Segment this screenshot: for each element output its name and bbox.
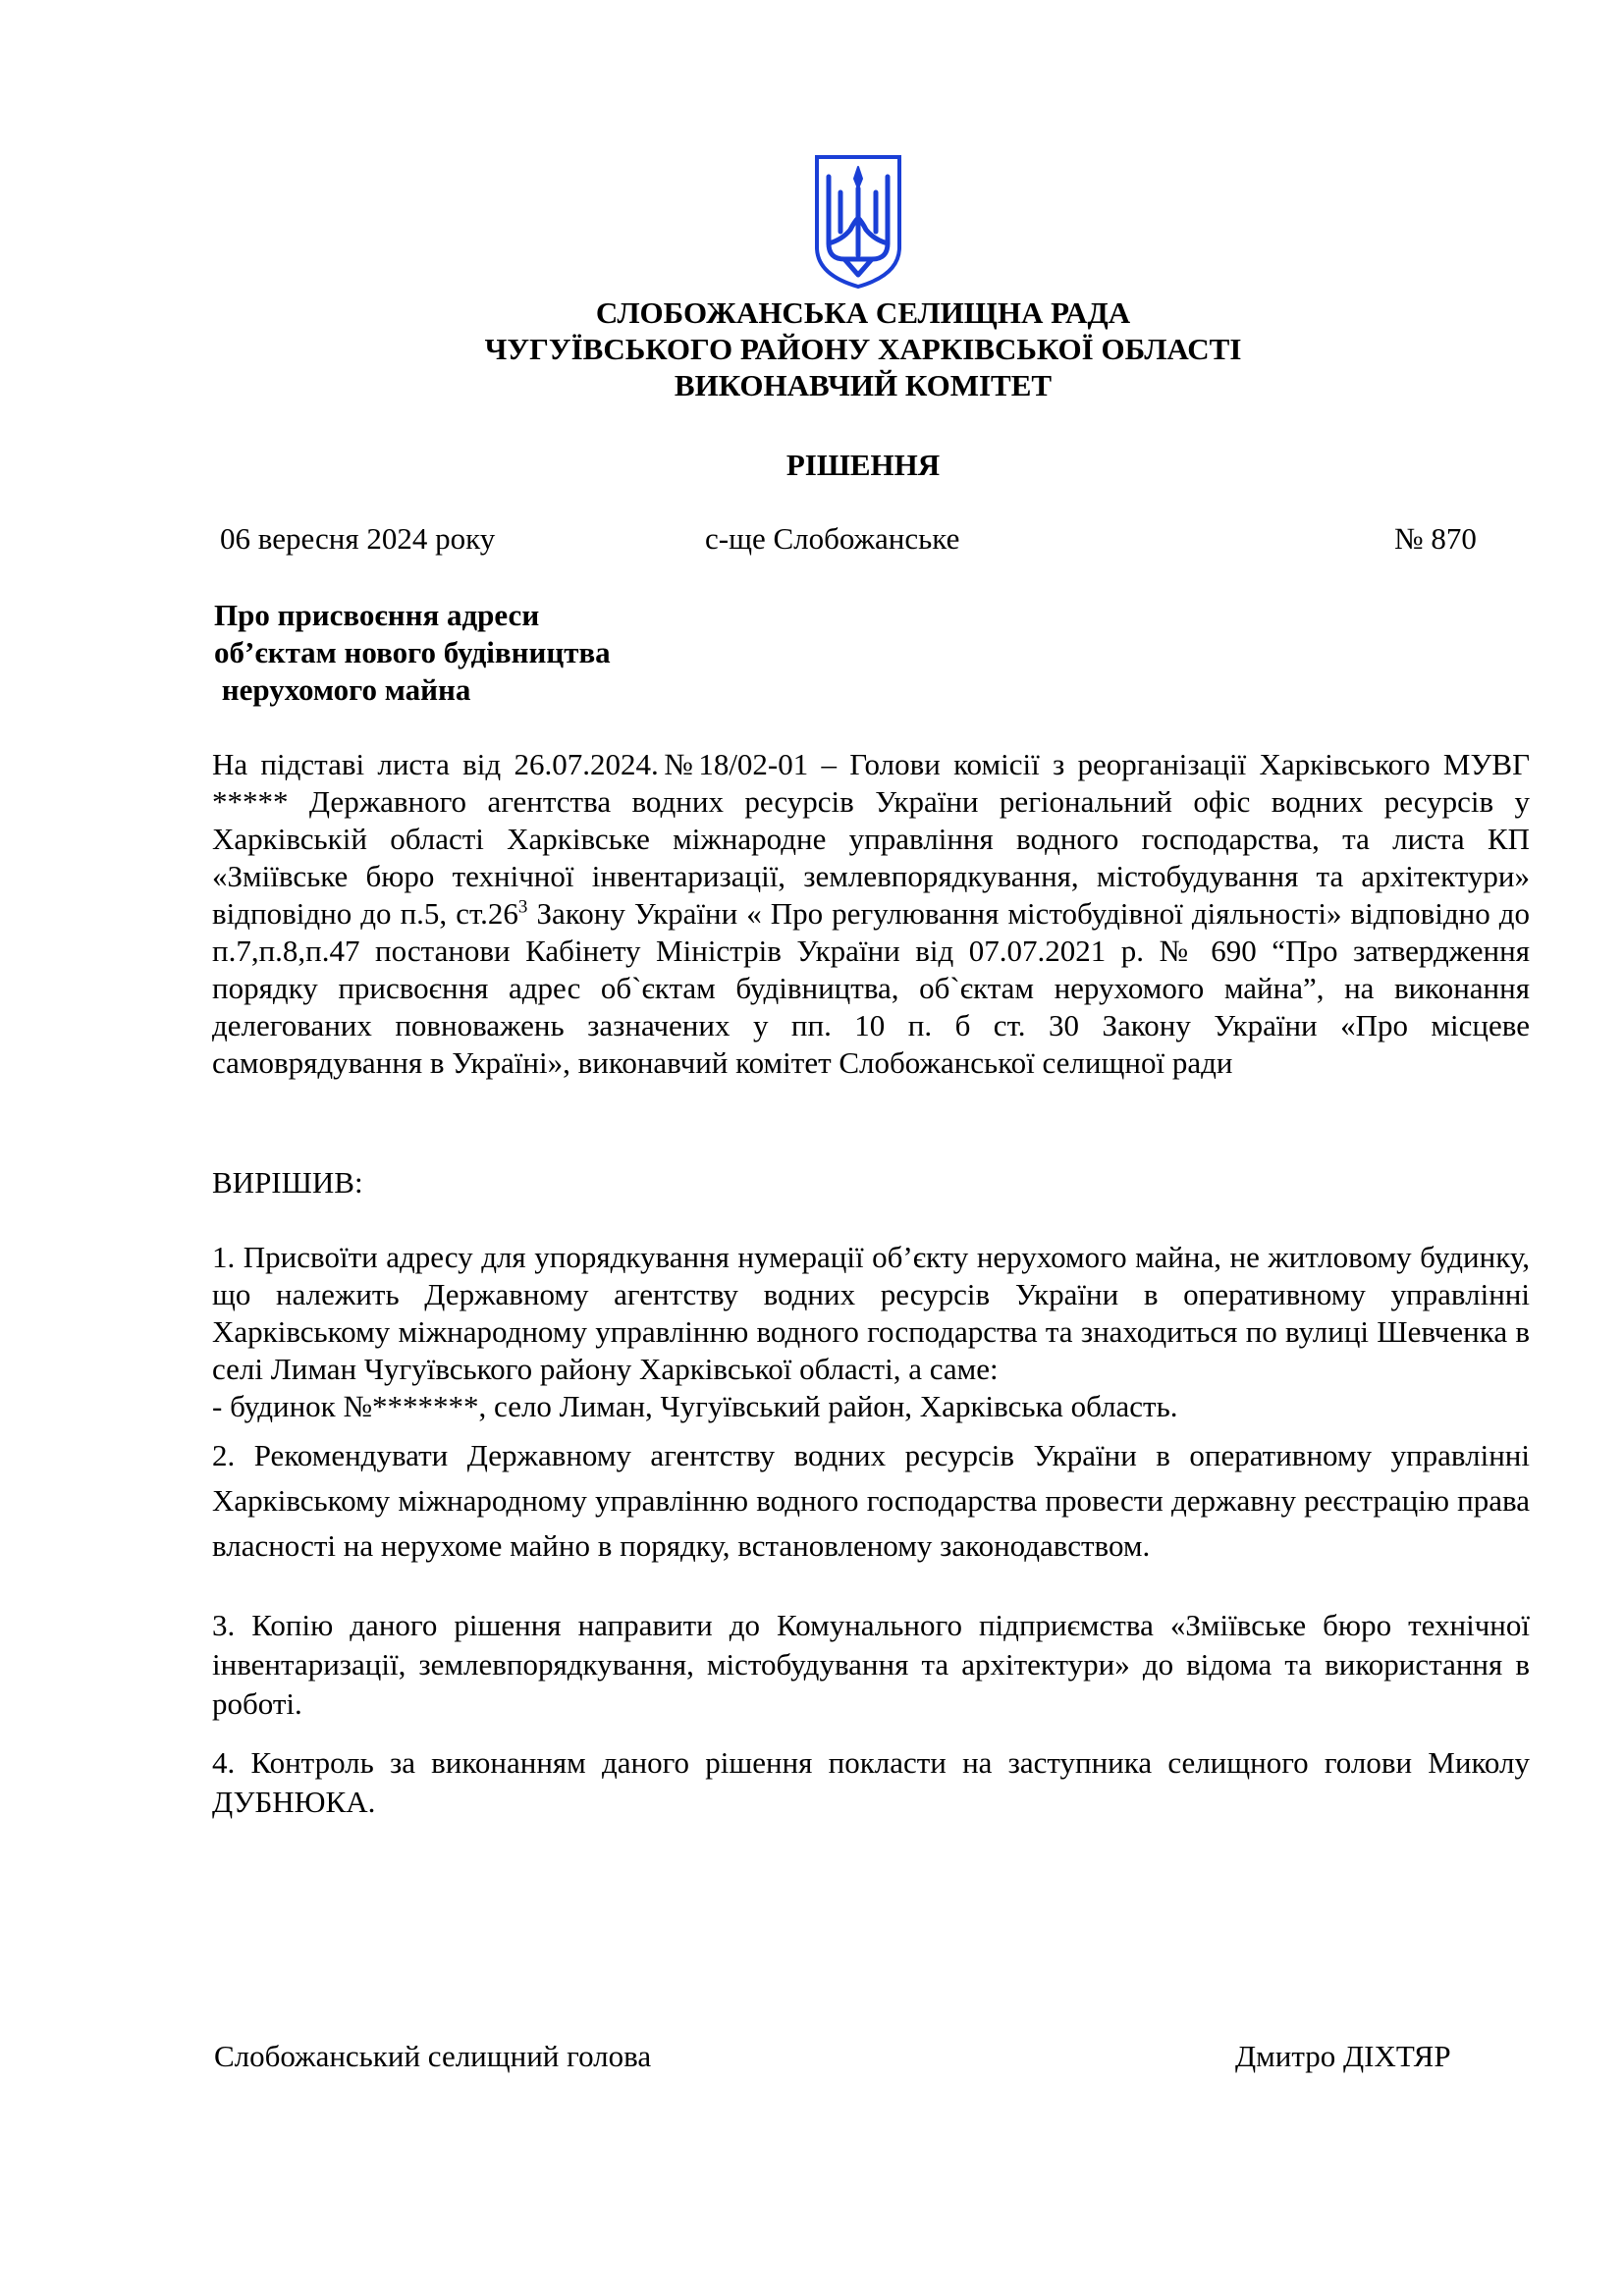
preamble-text: Закону України « Про регулювання містобудівної діяльності» відповідно до п.7,п.8,п.47 постанови Кабінету Міністрів України від 07.07.2021 р. № 690 “Про затвердження порядку присвоєння адрес об`єктам будівництва, об`єктам нерухомого майна”, на виконання делегованих повноважень зазначених у пп. 10 п. б ст. 30 Закону України «Про місцеве самоврядування в Україні», виконавчий комітет Слобожанської селищної ради [212,896,1531,1080]
subject-line: нерухомого майна [214,672,471,707]
decision-item-2: 2. Рекомендувати Державному агентству водних ресурсів України в оперативному управлінні Харківському міжнародному управлінню водного господарства провести державну реєстрацію права власності на нерухоме майно в порядку, встановленому законодавством. [212,1438,1530,1563]
preamble-text: На підставі листа від 26.07.2024.№18/02-01 – Голови комісії з реорганізації Харківського МУВГ ***** Державного агентства водних ресурсів України регіональний офіс водних ресурсів у Харківській області Харківське міжнародне управління водного господарства, та листа КП «Зміївське бюро технічної інвентаризації, землевпорядкування, містобудування та архітектури» відповідно до п.5, ст.26 [212,747,1530,931]
document-type: РІШЕННЯ [785,448,941,482]
decision-date: 06 вересня 2024 року [220,521,496,556]
signatory-title: Слобожанський селищний голова [214,2039,652,2073]
decision-item-3: 3. Копію даного рішення направити до Комунального підприємства «Зміївське бюро технічної інвентаризації, землевпорядкування, містобудування та архітектури» до відома та використання в роботі. [212,1608,1530,1721]
subject-line: Про присвоєння адреси [214,598,540,632]
article-superscript: 3 [517,896,528,918]
committee-name: ВИКОНАВЧИЙ КОМІТЕТ [674,368,1053,402]
trident-coat-of-arms-icon [811,153,905,291]
item-text: 1. Присвоїти адресу для упорядкування нумерації об’єкту нерухомого майна, не житловому будинку, що належить Державному агентству водних ресурсів України в оперативному управлінні Харківському міжнародному управлінню водного господарства та знаходиться по вулиці Шевченка в селі Лиман Чугуївського району Харківської області, а саме: [212,1240,1530,1386]
decision-subject [214,597,611,709]
district-name: ЧУГУЇВСЬКОГО РАЙОНУ ХАРКІВСЬКОЇ ОБЛАСТІ [484,332,1242,366]
council-name: СЛОБОЖАНСЬКА СЕЛИЩНА РАДА [595,295,1131,330]
preamble-paragraph [212,746,1530,1082]
decision-item-1 [212,1239,1530,1425]
item-address: - будинок №*******, село Лиман, Чугуївський район, Харківська область. [212,1389,1178,1423]
subject-line: об’єктам нового будівництва [214,635,611,669]
decision-number: № 870 [1394,521,1477,556]
signatory-name: Дмитро ДІХТЯР [1235,2039,1451,2073]
decision-place: с-ще Слобожанське [705,521,960,556]
decision-item-4: 4. Контроль за виконанням даного рішення покласти на заступника селищного голови Миколу ДУБНЮКА. [212,1745,1530,1819]
decided-heading: ВИРІШИВ: [212,1165,363,1200]
